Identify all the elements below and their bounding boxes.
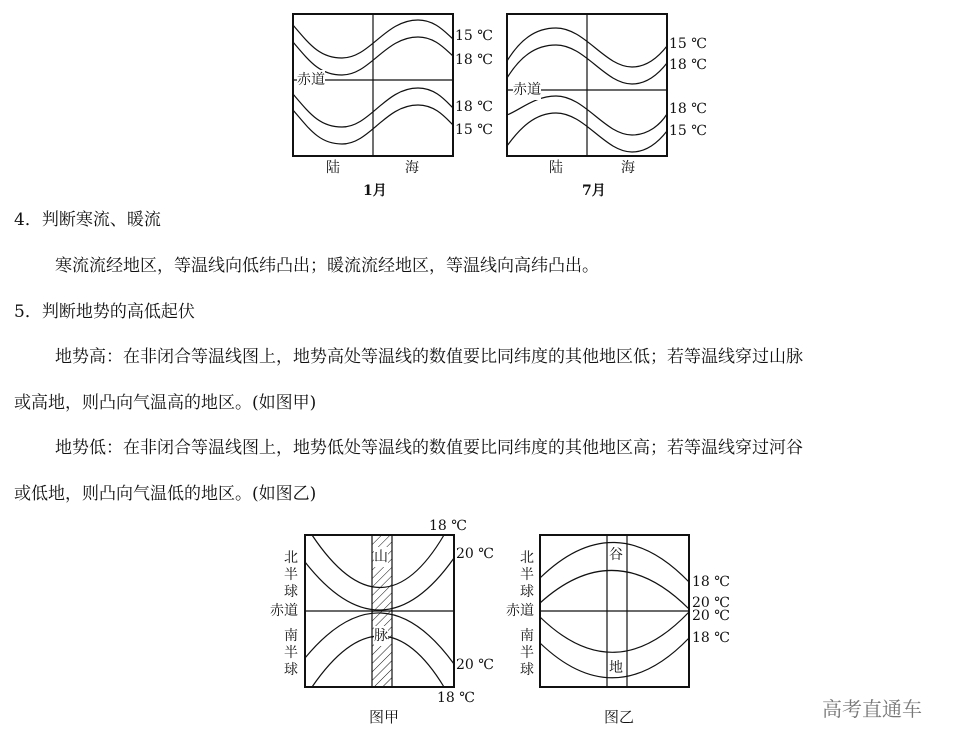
section5-para2-cont: 或低地，则凸向气温低的地区。(如图乙) [14, 484, 317, 504]
jia-label-18-top: 18 ℃ [429, 518, 467, 534]
jan-label-18-north: 18 ℃ [455, 52, 493, 68]
section4-body: 寒流流经地区，等温线向低纬凸出；暖流流经地区，等温线向高纬凸出。 [55, 256, 599, 276]
watermark: 高考直通车 [822, 697, 922, 721]
jia-label-20-top: 20 ℃ [456, 546, 494, 562]
jia-equator-label: 赤道 [270, 603, 298, 619]
jul-label-18-north: 18 ℃ [669, 57, 707, 73]
jan-label-18-south: 18 ℃ [455, 99, 493, 115]
section5-para2: 地势低：在非闭合等温线图上，地势低处等温线的数值要比同纬度的其他地区高；若等温线穿过河谷 [55, 438, 803, 458]
jul-sea-label: 海 [621, 160, 635, 176]
section5-heading: 5．判断地势的高低起伏 [14, 302, 195, 322]
jia-label-20-bottom: 20 ℃ [456, 657, 494, 673]
jan-equator-label: 赤道 [297, 72, 325, 88]
jul-land-label: 陆 [549, 160, 563, 176]
yi-south-label: 南半球 [520, 628, 534, 678]
yi-label-18-top: 18 ℃ [692, 574, 730, 590]
jia-north-label: 北半球 [284, 550, 298, 600]
jan-caption: 1月 [363, 183, 387, 199]
valley-label-bottom: 地 [609, 660, 623, 676]
jan-label-15-north: 15 ℃ [455, 28, 493, 44]
jia-label-18-bottom: 18 ℃ [437, 690, 475, 706]
mountain-label-top: 山 [374, 549, 388, 565]
yi-north-label: 北半球 [520, 550, 534, 600]
jan-label-15-south: 15 ℃ [455, 122, 493, 138]
yi-label-20-bottom: 20 ℃ [692, 608, 730, 624]
jan-land-label: 陆 [326, 160, 340, 176]
yi-equator-label: 赤道 [506, 603, 534, 619]
yi-label-20-top: 20 ℃ [692, 595, 730, 611]
yi-label-18-bottom: 18 ℃ [692, 630, 730, 646]
jul-caption: 7月 [582, 183, 606, 199]
yi-caption: 图乙 [604, 708, 635, 726]
jul-label-18-south: 18 ℃ [669, 101, 707, 117]
jia-caption: 图甲 [369, 708, 400, 726]
jul-equator-label: 赤道 [513, 82, 541, 98]
mountain-label-bottom: 脉 [374, 628, 388, 644]
jul-label-15-south: 15 ℃ [669, 123, 707, 139]
section4-heading: 4．判断寒流、暖流 [14, 210, 161, 230]
valley-label-top: 谷 [609, 547, 623, 563]
jan-sea-label: 海 [405, 160, 419, 176]
jia-south-label: 南半球 [284, 628, 298, 678]
section5-para1: 地势高：在非闭合等温线图上，地势高处等温线的数值要比同纬度的其他地区低；若等温线穿过山脉 [55, 347, 803, 367]
jul-label-15-north: 15 ℃ [669, 36, 707, 52]
section5-para1-cont: 或高地，则凸向气温高的地区。(如图甲) [14, 393, 317, 413]
